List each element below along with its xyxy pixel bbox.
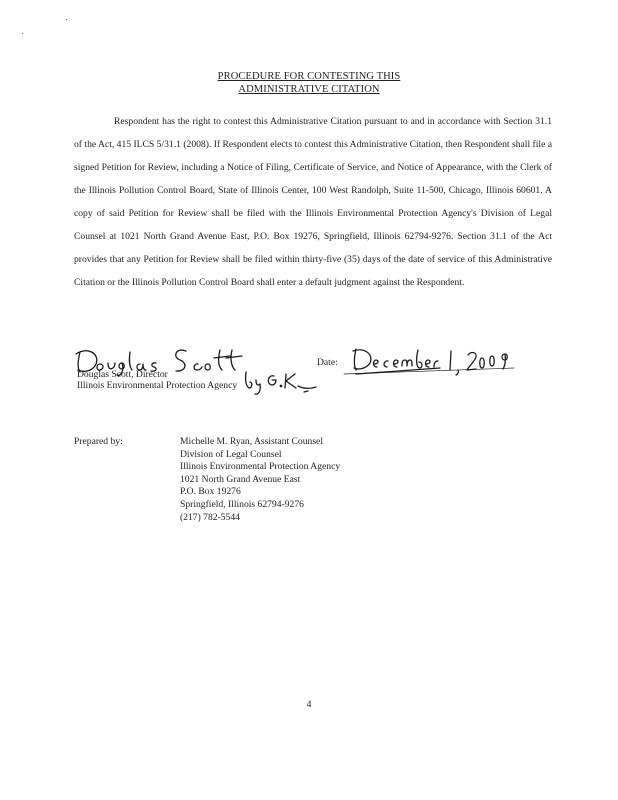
title-line-1: PROCEDURE FOR CONTESTING THIS [217, 71, 401, 82]
preparer-street: 1021 North Grand Avenue East [180, 473, 301, 485]
preparer-name: Michelle M. Ryan, Assistant Counsel [180, 436, 323, 447]
title-line-2: ADMINISTRATIVE CITATION [238, 84, 380, 95]
signer-name: Douglas Scott, Director [77, 369, 168, 380]
preparer-division: Division of Legal Counsel [180, 448, 282, 460]
prepared-by-block [180, 436, 340, 524]
preparer-phone: (217) 782-5544 [180, 511, 240, 523]
scan-speck [66, 19, 67, 20]
preparer-city: Springfield, Illinois 62794-9276 [180, 498, 304, 510]
page-number: 4 [306, 699, 312, 710]
signer-agency: Illinois Environmental Protection Agency [77, 380, 238, 391]
prepared-by-label: Prepared by: [74, 436, 123, 447]
signature-block [74, 346, 574, 406]
preparer-agency: Illinois Environmental Protection Agency [180, 461, 341, 473]
document-title [0, 70, 618, 96]
procedure-paragraph: Respondent has the right to contest this Administrative Citation pursuant to and in accordance with Section 31.1 of the Act, 415 ILCS 5/31.1 (2008). If Respondent elects to contest this Administrative Citation, then Respondent shall file a signed Petition for Review, including a Notice of Filing, Certificate of Service, and Notice of Appearance, with the Clerk of the Illinois Pollution Control Board, State of Illinois Center, 100 West Randolph, Suite 11-500, Chicago, Illinois 60601. A copy of said Petition for Review shall be filed with the Illinois Environmental Protection Agency's Division of Legal Counsel at 1021 North Grand Avenue East, P.O. Box 19276, Springfield, Illinois 62794-9276. Section 31.1 of the Act provides that any Petition for Review shall be filed within thirty-five (35) days of the date of service of this Administrative Citation or the Illinois Pollution Control Board shall enter a default judgment against the Respondent. [74, 116, 552, 288]
date-label: Date: [317, 357, 338, 368]
scan-speck [22, 33, 23, 34]
preparer-po-box: P.O. Box 19276 [180, 486, 241, 498]
